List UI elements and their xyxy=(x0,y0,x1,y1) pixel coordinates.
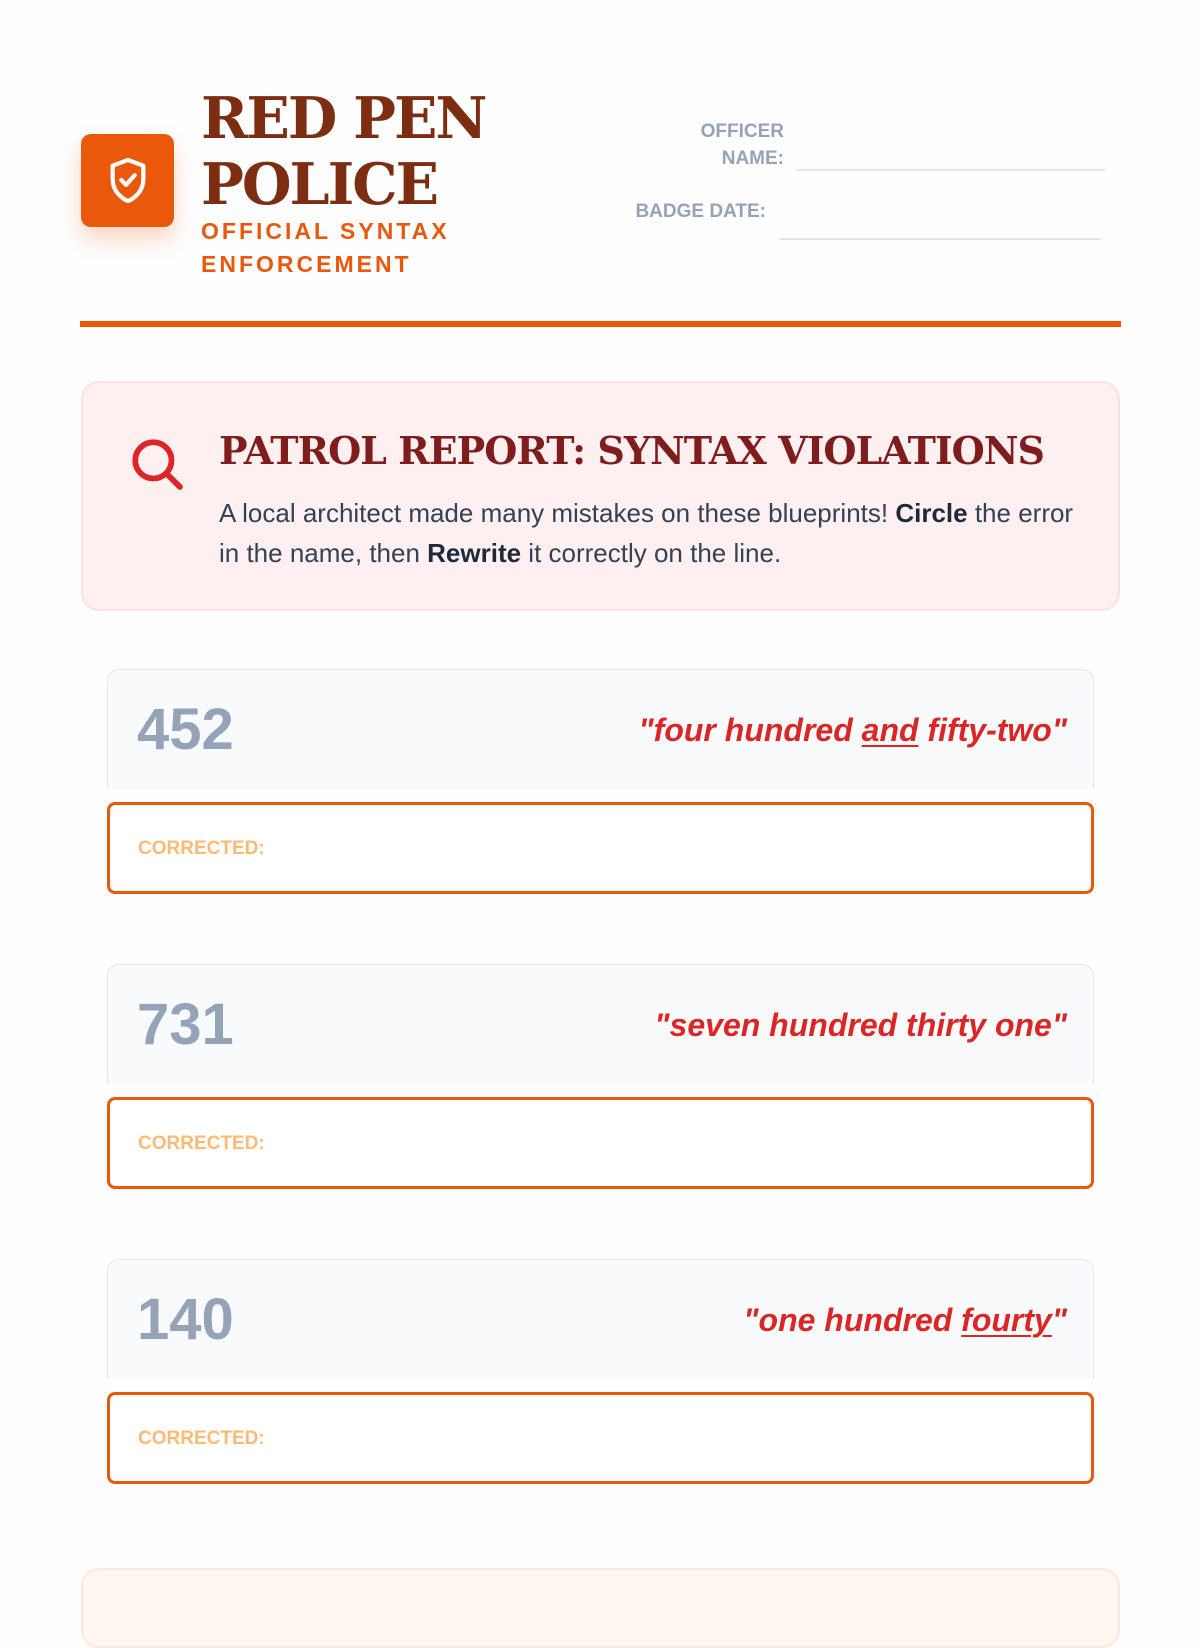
corrected-label: CORRECTED: xyxy=(138,838,265,859)
next-section-box xyxy=(81,1568,1120,1648)
corrected-answer-field[interactable] xyxy=(107,1097,1094,1189)
officer-name-field[interactable] xyxy=(796,169,1105,171)
instructions-text: it correctly on the line. xyxy=(521,538,782,568)
instructions-emphasis-rewrite: Rewrite xyxy=(427,538,522,568)
instructions-text: the error in the name, then xyxy=(219,498,1074,568)
badge-logo xyxy=(81,134,174,227)
report-title: PATROL REPORT: SYNTAX VIOLATIONS xyxy=(219,428,1044,473)
error-word[interactable]: fourty xyxy=(961,1302,1052,1338)
problem-card xyxy=(107,964,1094,1084)
problem-number: 452 xyxy=(137,697,234,762)
corrected-answer-field[interactable] xyxy=(107,802,1094,894)
error-word[interactable]: and xyxy=(861,712,919,748)
brand-subtitle: OFFICIAL SYNTAX ENFORCEMENT xyxy=(201,218,450,277)
instructions-text: A local architect made many mistakes on these blueprints! xyxy=(219,498,896,528)
instructions-emphasis-circle: Circle xyxy=(895,498,968,528)
officer-name-label: OFFICER NAME: xyxy=(700,121,784,169)
problem-number: 140 xyxy=(137,1287,234,1352)
problem-card xyxy=(107,1259,1094,1379)
corrected-answer-field[interactable] xyxy=(107,1392,1094,1484)
worksheet-header xyxy=(80,80,1120,330)
problem-number: 731 xyxy=(137,992,234,1057)
instructions-box xyxy=(81,381,1120,611)
badge-date-field[interactable] xyxy=(779,238,1101,240)
problem-words: "four hundred and fifty-two" xyxy=(638,712,1067,748)
header-divider xyxy=(80,321,1121,327)
magnifier-icon xyxy=(128,435,186,493)
shield-check-icon xyxy=(105,155,151,207)
problem-card xyxy=(107,669,1094,789)
badge-date-label: BADGE DATE: xyxy=(635,201,766,222)
problem-words[interactable]: "seven hundred thirty one" xyxy=(654,1007,1067,1043)
corrected-label: CORRECTED: xyxy=(138,1428,265,1449)
corrected-label: CORRECTED: xyxy=(138,1133,265,1154)
report-instructions xyxy=(219,493,1079,573)
problem-words: "one hundred fourty" xyxy=(743,1302,1067,1338)
brand-title: RED PEN POLICE xyxy=(201,85,486,218)
